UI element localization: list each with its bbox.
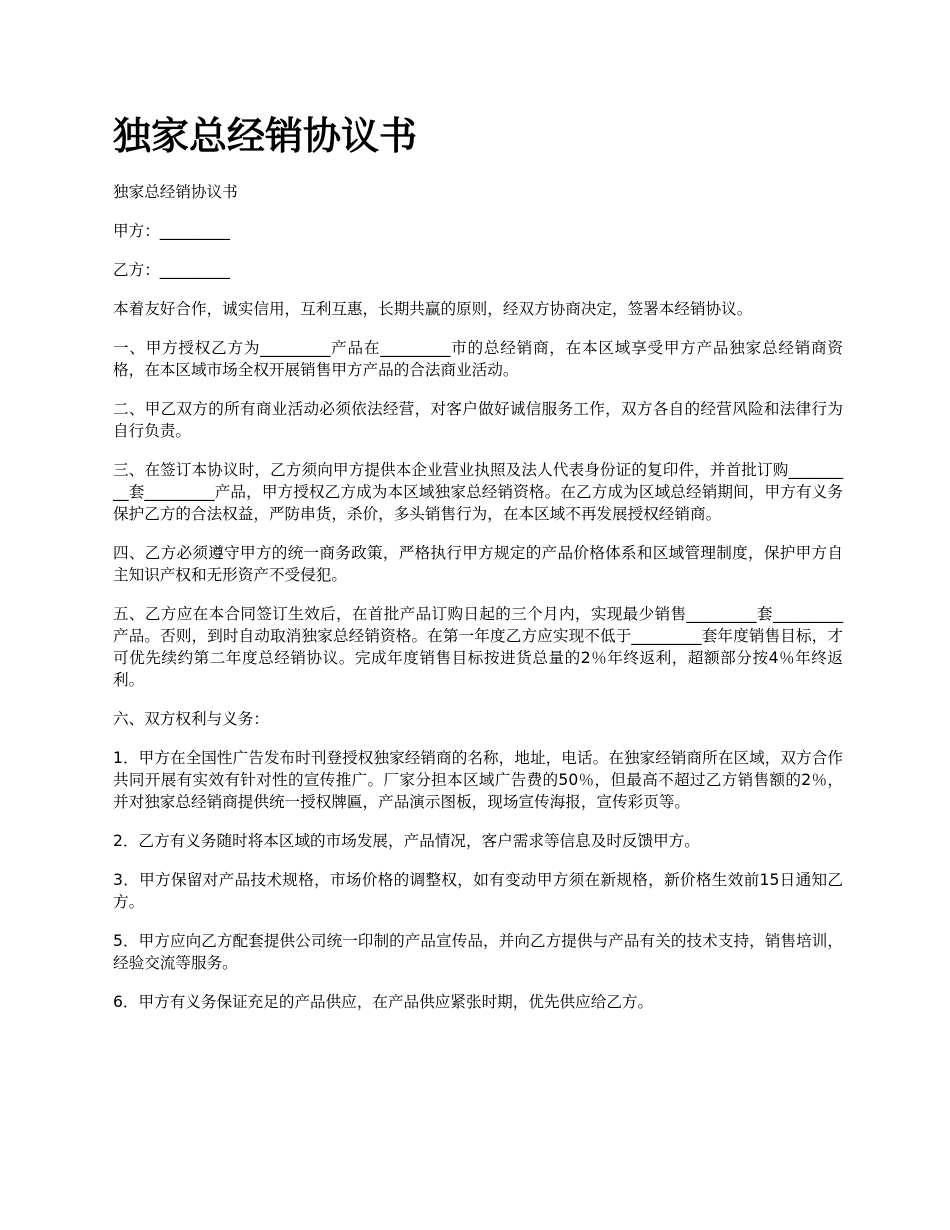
paragraph-clause-5: 五、乙方应在本合同签订生效后，在首批产品订购日起的三个月内，实现最少销售_________套_________产品。否则，到时自动取消独家总经销资格。在第一年度乙方应实现不低于_________套年度销售目标，才可优先续约第二年度总经销协议。完成年度销售目标按进货总量的2％年终返利，超额部分按4％年终返利。 [113,605,843,689]
document-body [113,181,843,1013]
paragraph-clause-4: 四、乙方必须遵守甲方的统一商务政策，严格执行甲方规定的产品价格体系和区域管理制度，保护甲方自主知识产权和无形资产不受侵犯。 [113,544,843,584]
paragraph-item-1: 1．甲方在全国性广告发布时刊登授权独家经销商的名称，地址，电话。在独家经销商所在区域，双方合作共同开展有实效有针对性的宣传推广。厂家分担本区域广告费的50％，但最高不超过乙方销售额的2％，并对独家总经销商提供统一授权牌匾，产品演示图板，现场宣传海报，宣传彩页等。 [113,749,843,811]
document-title: 独家总经销协议书 [113,114,418,158]
paragraph-clause-3: 三、在签订本协议时，乙方须向甲方提供本企业营业执照及法人代表身份证的复印件，并首批订购_________套_________产品，甲方授权乙方成为本区域独家总经销资格。在乙方成为区域总经销期间，甲方有义务保护乙方的合法权益，严防串货，杀价，多头销售行为，在本区域不再发展授权经销商。 [113,461,843,523]
paragraph-party-b: 乙方：_________ [113,261,230,279]
paragraph-item-2: 2．乙方有义务随时将本区域的市场发展，产品情况，客户需求等信息及时反馈甲方。 [113,832,700,850]
paragraph-item-5: 5．甲方应向乙方配套提供公司统一印制的产品宣传品，并向乙方提供与产品有关的技术支持，销售培训，经验交流等服务。 [113,932,843,972]
paragraph-item-6: 6．甲方有义务保证充足的产品供应，在产品供应紧张时期，优先供应给乙方。 [113,993,654,1011]
paragraph-subtitle: 独家总经销协议书 [113,183,238,201]
paragraph-clause-1: 一、甲方授权乙方为_________产品在_________市的总经销商，在本区域享受甲方产品独家总经销商资格，在本区域市场全权开展销售甲方产品的合法商业活动。 [113,339,843,379]
paragraph-preamble: 本着友好合作，诚实信用，互利互惠，长期共赢的原则，经双方协商决定，签署本经销协议。 [113,300,753,318]
paragraph-item-3: 3．甲方保留对产品技术规格，市场价格的调整权，如有变动甲方须在新规格，新价格生效前15日通知乙方。 [113,871,843,911]
paragraph-party-a: 甲方：_________ [113,222,230,240]
paragraph-clause-6-heading: 六、双方权利与义务： [113,710,269,728]
paragraph-clause-2: 二、甲乙双方的所有商业活动必须依法经营，对客户做好诚信服务工作，双方各自的经营风险和法律行为自行负责。 [113,400,843,440]
